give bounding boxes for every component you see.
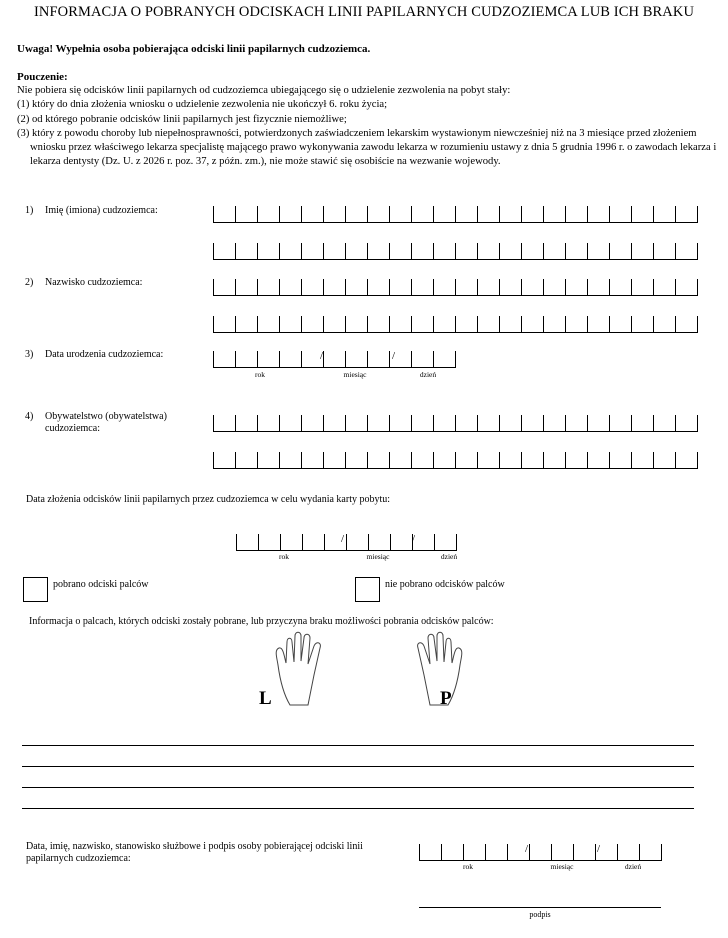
field-4-label: Obywatelstwo (obywatelstwa) cudzoziemca: bbox=[45, 411, 167, 434]
signer-day-label: dzień bbox=[624, 862, 642, 871]
submission-date-sep-2: / bbox=[412, 533, 416, 545]
input-cell[interactable] bbox=[455, 206, 477, 222]
first-name-input-row-2[interactable] bbox=[213, 237, 698, 260]
input-cell[interactable] bbox=[499, 316, 521, 332]
input-cell[interactable] bbox=[587, 279, 609, 295]
input-cell[interactable] bbox=[631, 206, 653, 222]
input-cell[interactable] bbox=[411, 452, 433, 468]
input-cell[interactable] bbox=[323, 243, 345, 259]
input-cell[interactable] bbox=[258, 534, 280, 550]
input-cell[interactable] bbox=[543, 243, 565, 259]
input-cell[interactable] bbox=[213, 316, 235, 332]
input-cell[interactable] bbox=[323, 351, 345, 367]
notice-intro: Nie pobiera się odcisków linii papilarnych od cudzoziemca ubiegającego się o udzielenie zezwolenia na pobyt stały: bbox=[17, 85, 511, 96]
input-cell[interactable] bbox=[587, 452, 609, 468]
input-cell[interactable] bbox=[463, 844, 485, 860]
surname-input-row-2[interactable] bbox=[213, 310, 698, 333]
input-cell[interactable] bbox=[653, 452, 675, 468]
input-cell[interactable] bbox=[213, 279, 235, 295]
input-cell[interactable] bbox=[279, 279, 301, 295]
input-cell[interactable] bbox=[675, 243, 697, 259]
input-cell[interactable] bbox=[301, 206, 323, 222]
right-hand-letter: P bbox=[440, 688, 452, 709]
input-cell[interactable] bbox=[257, 279, 279, 295]
input-cell[interactable] bbox=[565, 206, 587, 222]
input-cell[interactable] bbox=[675, 206, 697, 222]
input-cell[interactable] bbox=[367, 415, 389, 431]
input-cell[interactable] bbox=[587, 316, 609, 332]
input-cell[interactable] bbox=[213, 415, 235, 431]
input-row-end bbox=[697, 316, 698, 332]
input-cell[interactable] bbox=[609, 243, 631, 259]
input-cell[interactable] bbox=[345, 279, 367, 295]
input-cell[interactable] bbox=[367, 351, 389, 367]
input-cell[interactable] bbox=[389, 243, 411, 259]
signer-date-sep-2: / bbox=[597, 843, 601, 855]
input-cell[interactable] bbox=[653, 279, 675, 295]
input-cell[interactable] bbox=[521, 206, 543, 222]
input-cell[interactable] bbox=[499, 206, 521, 222]
notice-item-3: (3) który z powodu choroby lub niepełnosprawności, potwierdzonych zaświadczeniem lekarskim wystawionym niewcześniej niż na 3 miesiące przed złożeniem wniosku przez właściwego lekarza specjalistę mającego prawo wykonywania zawodu lekarza w rozumieniu ustawy z dnia 5 grudnia 1996 r. o zawodach lekarza i lekarza dentysty (Dz. U. z 2026 r. poz. 37, z późn. zm.), nie może stawić się osobiście na wezwanie wojewody. bbox=[17, 127, 717, 168]
input-cell[interactable] bbox=[257, 415, 279, 431]
input-row-end bbox=[697, 452, 698, 468]
input-cell[interactable] bbox=[631, 452, 653, 468]
input-cell[interactable] bbox=[367, 279, 389, 295]
notice-heading: Pouczenie: bbox=[17, 71, 68, 83]
input-cell[interactable] bbox=[389, 415, 411, 431]
input-cell[interactable] bbox=[368, 534, 390, 550]
field-2-label: Nazwisko cudzoziemca: bbox=[45, 277, 143, 288]
input-cell[interactable] bbox=[477, 279, 499, 295]
field-3-number: 3) bbox=[25, 349, 34, 360]
input-cell[interactable] bbox=[587, 415, 609, 431]
fingers-info-line-2[interactable] bbox=[22, 766, 694, 767]
field-1-label: Imię (imiona) cudzoziemca: bbox=[45, 205, 158, 216]
input-cell[interactable] bbox=[301, 415, 323, 431]
input-cell[interactable] bbox=[235, 415, 257, 431]
input-cell[interactable] bbox=[521, 415, 543, 431]
input-cell[interactable] bbox=[367, 452, 389, 468]
input-cell[interactable] bbox=[609, 316, 631, 332]
signer-month-label: miesiąc bbox=[550, 862, 574, 871]
input-cell[interactable] bbox=[477, 452, 499, 468]
input-cell[interactable] bbox=[477, 415, 499, 431]
input-cell[interactable] bbox=[565, 243, 587, 259]
input-cell[interactable] bbox=[411, 279, 433, 295]
input-cell[interactable] bbox=[653, 415, 675, 431]
input-cell[interactable] bbox=[433, 415, 455, 431]
input-cell[interactable] bbox=[257, 243, 279, 259]
input-cell[interactable] bbox=[279, 243, 301, 259]
input-cell[interactable] bbox=[551, 844, 573, 860]
form-title: INFORMACJA O POBRANYCH ODCISKACH LINII PAPILARNYCH CUDZOZIEMCA LUB ICH BRAKU bbox=[33, 4, 695, 20]
signer-year-label: rok bbox=[463, 862, 473, 871]
input-cell[interactable] bbox=[279, 206, 301, 222]
fingerprints-taken-label: pobrano odciski palców bbox=[53, 579, 149, 590]
fingerprints-not-taken-label: nie pobrano odcisków palców bbox=[385, 579, 505, 590]
submission-month-label: miesiąc bbox=[366, 552, 390, 561]
input-cell[interactable] bbox=[543, 316, 565, 332]
input-cell[interactable] bbox=[302, 534, 324, 550]
birth-day-label: dzień bbox=[419, 370, 437, 379]
input-cell[interactable] bbox=[675, 415, 697, 431]
input-cell[interactable] bbox=[367, 206, 389, 222]
citizenship-input-row-2[interactable] bbox=[213, 446, 698, 469]
left-hand-icon bbox=[276, 632, 320, 705]
field-1-number: 1) bbox=[25, 205, 34, 216]
input-row-end bbox=[661, 844, 662, 860]
fingerprints-taken-checkbox[interactable] bbox=[23, 577, 48, 602]
input-cell[interactable] bbox=[411, 316, 433, 332]
input-cell[interactable] bbox=[499, 452, 521, 468]
input-cell[interactable] bbox=[499, 279, 521, 295]
input-cell[interactable] bbox=[301, 452, 323, 468]
input-cell[interactable] bbox=[419, 844, 441, 860]
birth-date-sep-1: / bbox=[320, 350, 324, 362]
input-cell[interactable] bbox=[455, 316, 477, 332]
input-cell[interactable] bbox=[609, 279, 631, 295]
input-cell[interactable] bbox=[345, 415, 367, 431]
fingerprints-not-taken-checkbox[interactable] bbox=[355, 577, 380, 602]
input-cell[interactable] bbox=[257, 452, 279, 468]
submission-year-label: rok bbox=[279, 552, 289, 561]
input-cell[interactable] bbox=[213, 351, 235, 367]
input-cell[interactable] bbox=[279, 316, 301, 332]
input-cell[interactable] bbox=[617, 844, 639, 860]
input-cell[interactable] bbox=[529, 844, 551, 860]
input-cell[interactable] bbox=[235, 351, 257, 367]
input-cell[interactable] bbox=[543, 452, 565, 468]
input-cell[interactable] bbox=[499, 415, 521, 431]
input-cell[interactable] bbox=[345, 243, 367, 259]
input-cell[interactable] bbox=[631, 316, 653, 332]
input-cell[interactable] bbox=[653, 316, 675, 332]
input-cell[interactable] bbox=[345, 452, 367, 468]
input-cell[interactable] bbox=[485, 844, 507, 860]
birth-date-input[interactable] bbox=[213, 345, 456, 368]
field-2-number: 2) bbox=[25, 277, 34, 288]
input-row-end bbox=[456, 534, 457, 550]
input-cell[interactable] bbox=[412, 534, 434, 550]
input-cell[interactable] bbox=[477, 316, 499, 332]
input-cell[interactable] bbox=[477, 206, 499, 222]
input-cell[interactable] bbox=[477, 243, 499, 259]
fingers-info-line-4[interactable] bbox=[22, 808, 694, 809]
input-cell[interactable] bbox=[235, 206, 257, 222]
submission-day-label: dzień bbox=[440, 552, 458, 561]
input-cell[interactable] bbox=[213, 243, 235, 259]
input-cell[interactable] bbox=[631, 279, 653, 295]
input-cell[interactable] bbox=[631, 243, 653, 259]
input-cell[interactable] bbox=[389, 452, 411, 468]
signer-date-input[interactable] bbox=[419, 838, 662, 861]
input-cell[interactable] bbox=[411, 415, 433, 431]
input-cell[interactable] bbox=[213, 452, 235, 468]
input-row-end bbox=[455, 351, 456, 367]
fingers-info-line-1[interactable] bbox=[22, 745, 694, 746]
input-cell[interactable] bbox=[279, 415, 301, 431]
input-cell[interactable] bbox=[279, 452, 301, 468]
signature-label: podpis bbox=[529, 910, 551, 919]
input-cell[interactable] bbox=[675, 316, 697, 332]
submission-date-input[interactable] bbox=[236, 528, 457, 551]
input-cell[interactable] bbox=[587, 243, 609, 259]
warning-text: Uwaga! Wypełnia osoba pobierająca odciski linii papilarnych cudzoziemca. bbox=[17, 43, 371, 55]
input-cell[interactable] bbox=[455, 452, 477, 468]
signer-date-sep-1: / bbox=[525, 843, 529, 855]
input-cell[interactable] bbox=[323, 452, 345, 468]
input-cell[interactable] bbox=[455, 243, 477, 259]
input-cell[interactable] bbox=[235, 279, 257, 295]
input-cell[interactable] bbox=[433, 279, 455, 295]
input-cell[interactable] bbox=[389, 316, 411, 332]
input-cell[interactable] bbox=[653, 243, 675, 259]
input-cell[interactable] bbox=[345, 206, 367, 222]
input-cell[interactable] bbox=[565, 452, 587, 468]
input-cell[interactable] bbox=[236, 534, 258, 550]
input-cell[interactable] bbox=[257, 206, 279, 222]
input-cell[interactable] bbox=[411, 243, 433, 259]
input-cell[interactable] bbox=[565, 279, 587, 295]
input-cell[interactable] bbox=[257, 351, 279, 367]
input-cell[interactable] bbox=[675, 452, 697, 468]
input-cell[interactable] bbox=[345, 351, 367, 367]
input-cell[interactable] bbox=[543, 206, 565, 222]
input-cell[interactable] bbox=[301, 243, 323, 259]
fingers-info-label: Informacja o palcach, których odciski zostały pobrane, lub przyczyna braku możliwości pobrania odcisków palców: bbox=[29, 616, 494, 627]
input-cell[interactable] bbox=[609, 415, 631, 431]
fingers-info-line-3[interactable] bbox=[22, 787, 694, 788]
input-cell[interactable] bbox=[301, 279, 323, 295]
input-cell[interactable] bbox=[455, 279, 477, 295]
input-cell[interactable] bbox=[433, 206, 455, 222]
input-cell[interactable] bbox=[499, 243, 521, 259]
input-cell[interactable] bbox=[367, 243, 389, 259]
input-cell[interactable] bbox=[433, 316, 455, 332]
input-cell[interactable] bbox=[455, 415, 477, 431]
birth-year-label: rok bbox=[255, 370, 265, 379]
notice-body bbox=[17, 84, 717, 170]
birth-date-sep-2: / bbox=[392, 350, 396, 362]
field-3-label: Data urodzenia cudzoziemca: bbox=[45, 349, 164, 360]
input-cell[interactable] bbox=[411, 206, 433, 222]
input-cell[interactable] bbox=[573, 844, 595, 860]
input-cell[interactable] bbox=[346, 534, 368, 550]
surname-input-row-1[interactable] bbox=[213, 273, 698, 296]
input-cell[interactable] bbox=[257, 316, 279, 332]
input-cell[interactable] bbox=[323, 415, 345, 431]
input-cell[interactable] bbox=[389, 279, 411, 295]
input-cell[interactable] bbox=[639, 844, 661, 860]
input-cell[interactable] bbox=[441, 844, 463, 860]
input-cell[interactable] bbox=[543, 415, 565, 431]
input-cell[interactable] bbox=[609, 452, 631, 468]
submission-date-label: Data złożenia odcisków linii papilarnych przez cudzoziemca w celu wydania karty pobytu: bbox=[26, 494, 391, 505]
input-cell[interactable] bbox=[235, 243, 257, 259]
input-cell[interactable] bbox=[609, 206, 631, 222]
input-cell[interactable] bbox=[390, 534, 412, 550]
input-cell[interactable] bbox=[653, 206, 675, 222]
input-cell[interactable] bbox=[631, 415, 653, 431]
input-cell[interactable] bbox=[301, 316, 323, 332]
input-cell[interactable] bbox=[587, 206, 609, 222]
input-cell[interactable] bbox=[323, 279, 345, 295]
input-cell[interactable] bbox=[543, 279, 565, 295]
citizenship-input-row-1[interactable] bbox=[213, 409, 698, 432]
notice-item-1: (1) który do dnia złożenia wniosku o udzielenie zezwolenia nie ukończył 6. roku życia; bbox=[17, 99, 388, 111]
signature-line[interactable] bbox=[419, 907, 661, 908]
input-cell[interactable] bbox=[565, 415, 587, 431]
input-cell[interactable] bbox=[521, 243, 543, 259]
input-cell[interactable] bbox=[323, 316, 345, 332]
input-cell[interactable] bbox=[565, 316, 587, 332]
field-4-number: 4) bbox=[25, 411, 34, 422]
input-cell[interactable] bbox=[345, 316, 367, 332]
input-cell[interactable] bbox=[235, 452, 257, 468]
input-cell[interactable] bbox=[389, 206, 411, 222]
notice-item-2: (2) od którego pobranie odcisków linii papilarnych jest fizycznie niemożliwe; bbox=[17, 113, 347, 125]
input-cell[interactable] bbox=[279, 351, 301, 367]
input-row-end bbox=[697, 415, 698, 431]
input-cell[interactable] bbox=[433, 351, 455, 367]
input-row-end bbox=[697, 279, 698, 295]
input-cell[interactable] bbox=[367, 316, 389, 332]
input-row-end bbox=[697, 206, 698, 222]
input-cell[interactable] bbox=[521, 316, 543, 332]
input-cell[interactable] bbox=[323, 206, 345, 222]
input-cell[interactable] bbox=[235, 316, 257, 332]
input-row-end bbox=[697, 243, 698, 259]
input-cell[interactable] bbox=[213, 206, 235, 222]
input-cell[interactable] bbox=[433, 452, 455, 468]
input-cell[interactable] bbox=[433, 243, 455, 259]
first-name-input-row-1[interactable] bbox=[213, 200, 698, 223]
input-cell[interactable] bbox=[411, 351, 433, 367]
left-hand-letter: L bbox=[259, 688, 272, 709]
input-cell[interactable] bbox=[434, 534, 456, 550]
input-cell[interactable] bbox=[675, 279, 697, 295]
signer-label: Data, imię, nazwisko, stanowisko służbowe i podpis osoby pobierającej odciski linii papilarnych cudzoziemca: bbox=[26, 841, 363, 864]
birth-month-label: miesiąc bbox=[343, 370, 367, 379]
input-cell[interactable] bbox=[521, 279, 543, 295]
input-cell[interactable] bbox=[521, 452, 543, 468]
submission-date-sep-1: / bbox=[341, 533, 345, 545]
input-cell[interactable] bbox=[280, 534, 302, 550]
